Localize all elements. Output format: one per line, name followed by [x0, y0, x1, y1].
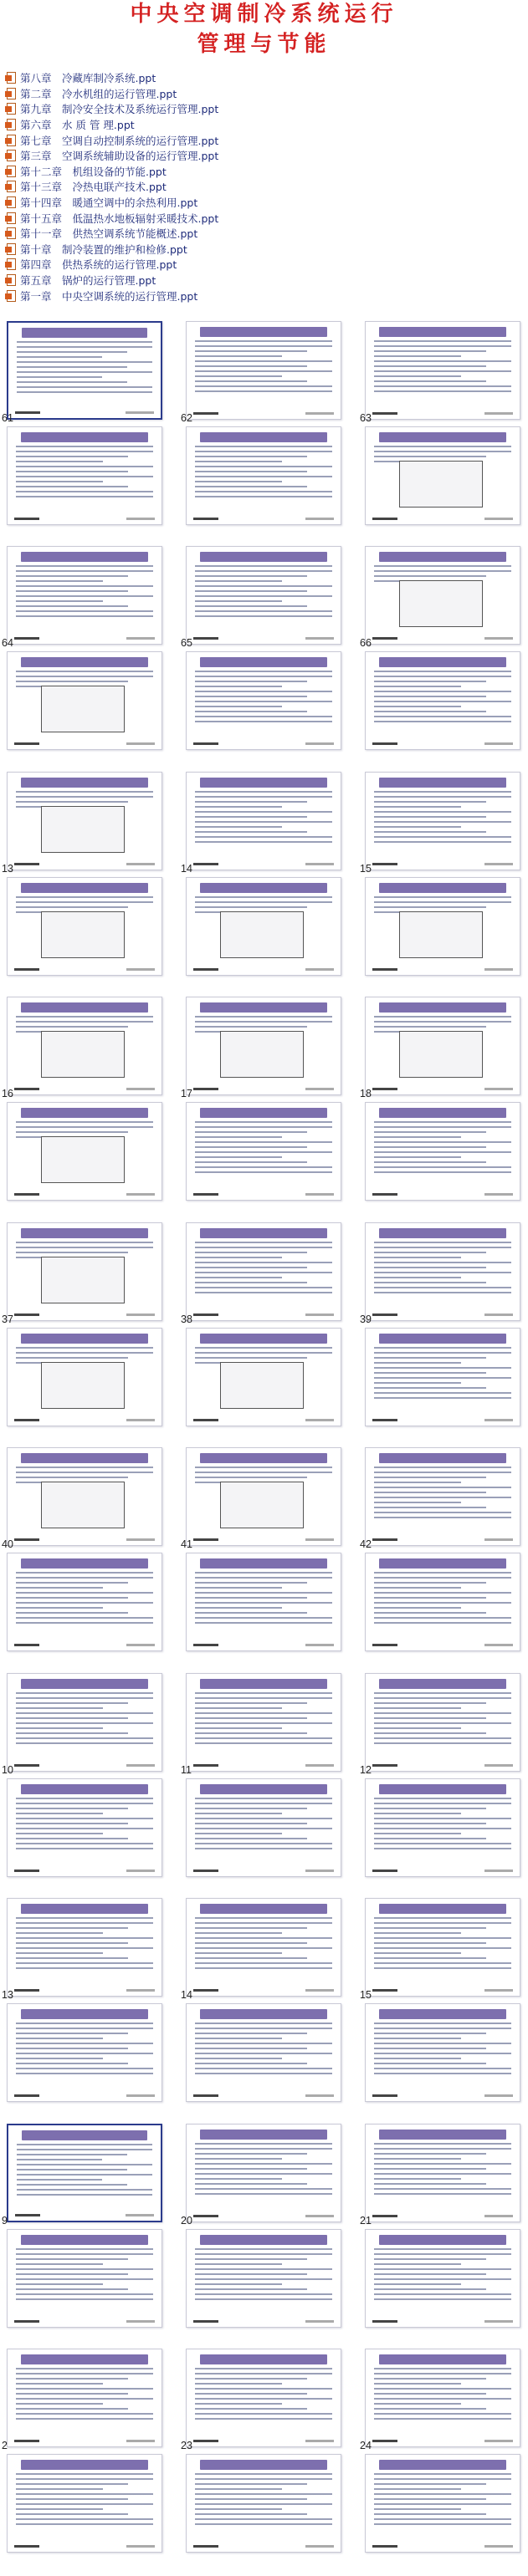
slide-number: 64 — [2, 637, 13, 649]
file-item[interactable] — [5, 195, 528, 211]
slide-thumbnail[interactable] — [7, 1328, 162, 1426]
file-name: 第一章 中央空调系统的运行管理.ppt — [20, 289, 198, 303]
slide-thumbnail[interactable] — [365, 1553, 520, 1651]
file-item[interactable] — [5, 117, 528, 133]
slide-thumbnail[interactable] — [7, 997, 162, 1095]
slide-thumbnail[interactable] — [186, 772, 341, 870]
slide-thumbnail[interactable] — [186, 1102, 341, 1201]
slide-thumbnail[interactable] — [7, 1102, 162, 1201]
slide-number: 10 — [2, 1764, 13, 1776]
slide-thumbnail[interactable] — [186, 1447, 341, 1546]
ppt-file-icon — [5, 150, 17, 161]
ppt-file-icon — [5, 274, 17, 286]
file-name: 第二章 冷水机组的运行管理.ppt — [20, 87, 177, 100]
slide-thumbnail[interactable] — [186, 1553, 341, 1651]
file-name: 第十一章 供热空调系统节能概述.ppt — [20, 227, 198, 241]
slide-thumbnail[interactable] — [7, 1222, 162, 1321]
file-item[interactable] — [5, 273, 528, 288]
slide-number: 21 — [360, 2215, 372, 2227]
slide-thumbnail[interactable] — [365, 2124, 520, 2222]
title-line-1: 中央空调制冷系统运行 — [130, 2, 398, 27]
file-item[interactable] — [5, 179, 528, 195]
ppt-file-icon — [5, 103, 17, 115]
ppt-file-icon — [5, 181, 17, 192]
file-name: 第十二章 机组设备的节能.ppt — [20, 165, 167, 178]
slide-number: 38 — [181, 1314, 192, 1325]
slide-thumbnail[interactable] — [365, 2229, 520, 2328]
file-item[interactable] — [5, 242, 528, 258]
slide-thumbnail[interactable] — [7, 1778, 162, 1877]
slide-thumbnail[interactable] — [365, 772, 520, 870]
file-name: 第六章 水 质 管 理.ppt — [20, 119, 135, 132]
file-item[interactable] — [5, 226, 528, 242]
slide-number: 66 — [360, 637, 372, 649]
ppt-file-icon — [5, 88, 17, 99]
file-name: 第十章 制冷装置的维护和检修.ppt — [20, 242, 187, 256]
slide-number: 24 — [360, 2440, 372, 2451]
slide-thumbnail[interactable] — [365, 546, 520, 645]
file-item[interactable] — [5, 164, 528, 180]
slide-thumbnail[interactable] — [365, 1102, 520, 1201]
slide-number: 16 — [2, 1088, 13, 1099]
ppt-file-icon — [5, 166, 17, 177]
slide-number: 17 — [181, 1088, 192, 1099]
slide-thumbnail[interactable] — [7, 2003, 162, 2102]
slide-number: 11 — [181, 1764, 192, 1776]
slide-thumbnail[interactable] — [186, 546, 341, 645]
slide-thumbnail[interactable] — [186, 997, 341, 1095]
file-item[interactable] — [5, 288, 528, 304]
slide-thumbnail[interactable] — [186, 877, 341, 976]
file-name: 第七章 空调自动控制系统的运行管理.ppt — [20, 134, 219, 147]
file-name: 第十四章 暖通空调中的余热利用.ppt — [20, 196, 198, 210]
slide-thumbnail[interactable] — [365, 997, 520, 1095]
file-item[interactable] — [5, 101, 528, 117]
title-line-2: 管理与节能 — [197, 32, 331, 57]
slide-thumbnail[interactable] — [186, 426, 341, 525]
file-name: 第十三章 冷热电联产技术.ppt — [20, 181, 167, 194]
file-name: 第九章 制冷安全技术及系统运行管理.ppt — [20, 103, 219, 116]
slide-thumbnail[interactable] — [186, 2124, 341, 2222]
slide-thumbnail[interactable] — [365, 877, 520, 976]
slide-number: 12 — [360, 1764, 372, 1776]
slide-thumbnail[interactable] — [365, 1673, 520, 1772]
ppt-file-icon — [5, 243, 17, 255]
file-name: 第五章 锅炉的运行管理.ppt — [20, 274, 156, 288]
slide-thumbnail[interactable] — [365, 2454, 520, 2553]
slide-thumbnail[interactable] — [365, 1328, 520, 1426]
slide-thumbnail[interactable] — [7, 1553, 162, 1651]
slide-number: 42 — [360, 1538, 372, 1550]
slide-thumbnail[interactable] — [186, 651, 341, 750]
ppt-file-icon — [5, 135, 17, 146]
slide-thumbnail[interactable] — [186, 1222, 341, 1321]
slide-number: 63 — [360, 412, 372, 424]
slide-thumbnail[interactable] — [7, 2349, 162, 2447]
slide-number: 15 — [360, 1989, 372, 2001]
slide-thumbnail[interactable] — [186, 1778, 341, 1877]
slide-thumbnail[interactable] — [186, 2003, 341, 2102]
slide-thumbnail[interactable] — [7, 651, 162, 750]
slide-thumbnail[interactable] — [186, 1328, 341, 1426]
slide-number: 20 — [181, 2215, 192, 2227]
file-item[interactable] — [5, 148, 528, 164]
slide-number: 13 — [2, 1989, 13, 2001]
slide-number: 61 — [2, 412, 13, 424]
slide-thumbnail[interactable] — [186, 2229, 341, 2328]
file-item[interactable] — [5, 86, 528, 102]
slide-number: 14 — [181, 1989, 192, 2001]
slide-thumbnail[interactable] — [365, 1447, 520, 1546]
slide-number: 13 — [2, 863, 13, 875]
slide-number: 15 — [360, 863, 372, 875]
slide-thumbnail[interactable] — [186, 2454, 341, 2553]
ppt-file-icon — [5, 72, 17, 84]
slide-number: 39 — [360, 1314, 372, 1325]
slide-thumbnail[interactable] — [7, 1898, 162, 1997]
slide-number: 18 — [360, 1088, 372, 1099]
slide-thumbnail[interactable] — [7, 772, 162, 870]
slide-thumbnail[interactable] — [365, 651, 520, 750]
slide-thumbnail[interactable] — [186, 1898, 341, 1997]
ppt-file-icon — [5, 227, 17, 239]
slide-number: 14 — [181, 863, 192, 875]
slide-thumbnail[interactable] — [365, 321, 520, 420]
slide-grid — [0, 321, 528, 2576]
ppt-file-icon — [5, 290, 17, 302]
slide-thumbnail[interactable] — [365, 1222, 520, 1321]
file-name: 第四章 供热系统的运行管理.ppt — [20, 258, 177, 272]
slide-number: 62 — [181, 412, 192, 424]
slide-number: 65 — [181, 637, 192, 649]
file-item[interactable] — [5, 132, 528, 148]
file-item[interactable] — [5, 210, 528, 226]
slide-thumbnail[interactable] — [186, 321, 341, 420]
slide-number: 9 — [2, 2215, 8, 2227]
file-name: 第八章 冷藏库制冷系统.ppt — [20, 72, 156, 85]
slide-thumbnail[interactable] — [7, 877, 162, 976]
slide-thumbnail[interactable] — [7, 2454, 162, 2553]
ppt-file-icon — [5, 196, 17, 208]
file-item[interactable] — [5, 70, 528, 86]
slide-thumbnail[interactable] — [7, 321, 162, 420]
slide-thumbnail[interactable] — [365, 1778, 520, 1877]
page-title — [0, 0, 528, 67]
slide-thumbnail[interactable] — [7, 1673, 162, 1772]
slide-thumbnail[interactable] — [7, 2229, 162, 2328]
file-list — [0, 70, 528, 304]
slide-thumbnail[interactable] — [365, 1898, 520, 1997]
slide-number: 40 — [2, 1538, 13, 1550]
slide-number: 41 — [181, 1538, 192, 1550]
slide-thumbnail[interactable] — [186, 2349, 341, 2447]
slide-thumbnail[interactable] — [7, 2124, 162, 2222]
slide-number: 2 — [2, 2440, 8, 2451]
file-name: 第三章 空调系统辅助设备的运行管理.ppt — [20, 150, 219, 163]
slide-thumbnail[interactable] — [7, 546, 162, 645]
ppt-file-icon — [5, 119, 17, 130]
slide-thumbnail[interactable] — [365, 2349, 520, 2447]
slide-thumbnail[interactable] — [7, 426, 162, 525]
ppt-file-icon — [5, 258, 17, 270]
file-name: 第十五章 低温热水地板辐射采暖技术.ppt — [20, 212, 219, 225]
slide-number: 37 — [2, 1314, 13, 1325]
slide-thumbnail[interactable] — [7, 1447, 162, 1546]
slide-thumbnail[interactable] — [365, 2003, 520, 2102]
slide-thumbnail[interactable] — [365, 426, 520, 525]
slide-thumbnail[interactable] — [186, 1673, 341, 1772]
ppt-file-icon — [5, 212, 17, 224]
slide-number: 23 — [181, 2440, 192, 2451]
file-item[interactable] — [5, 257, 528, 273]
